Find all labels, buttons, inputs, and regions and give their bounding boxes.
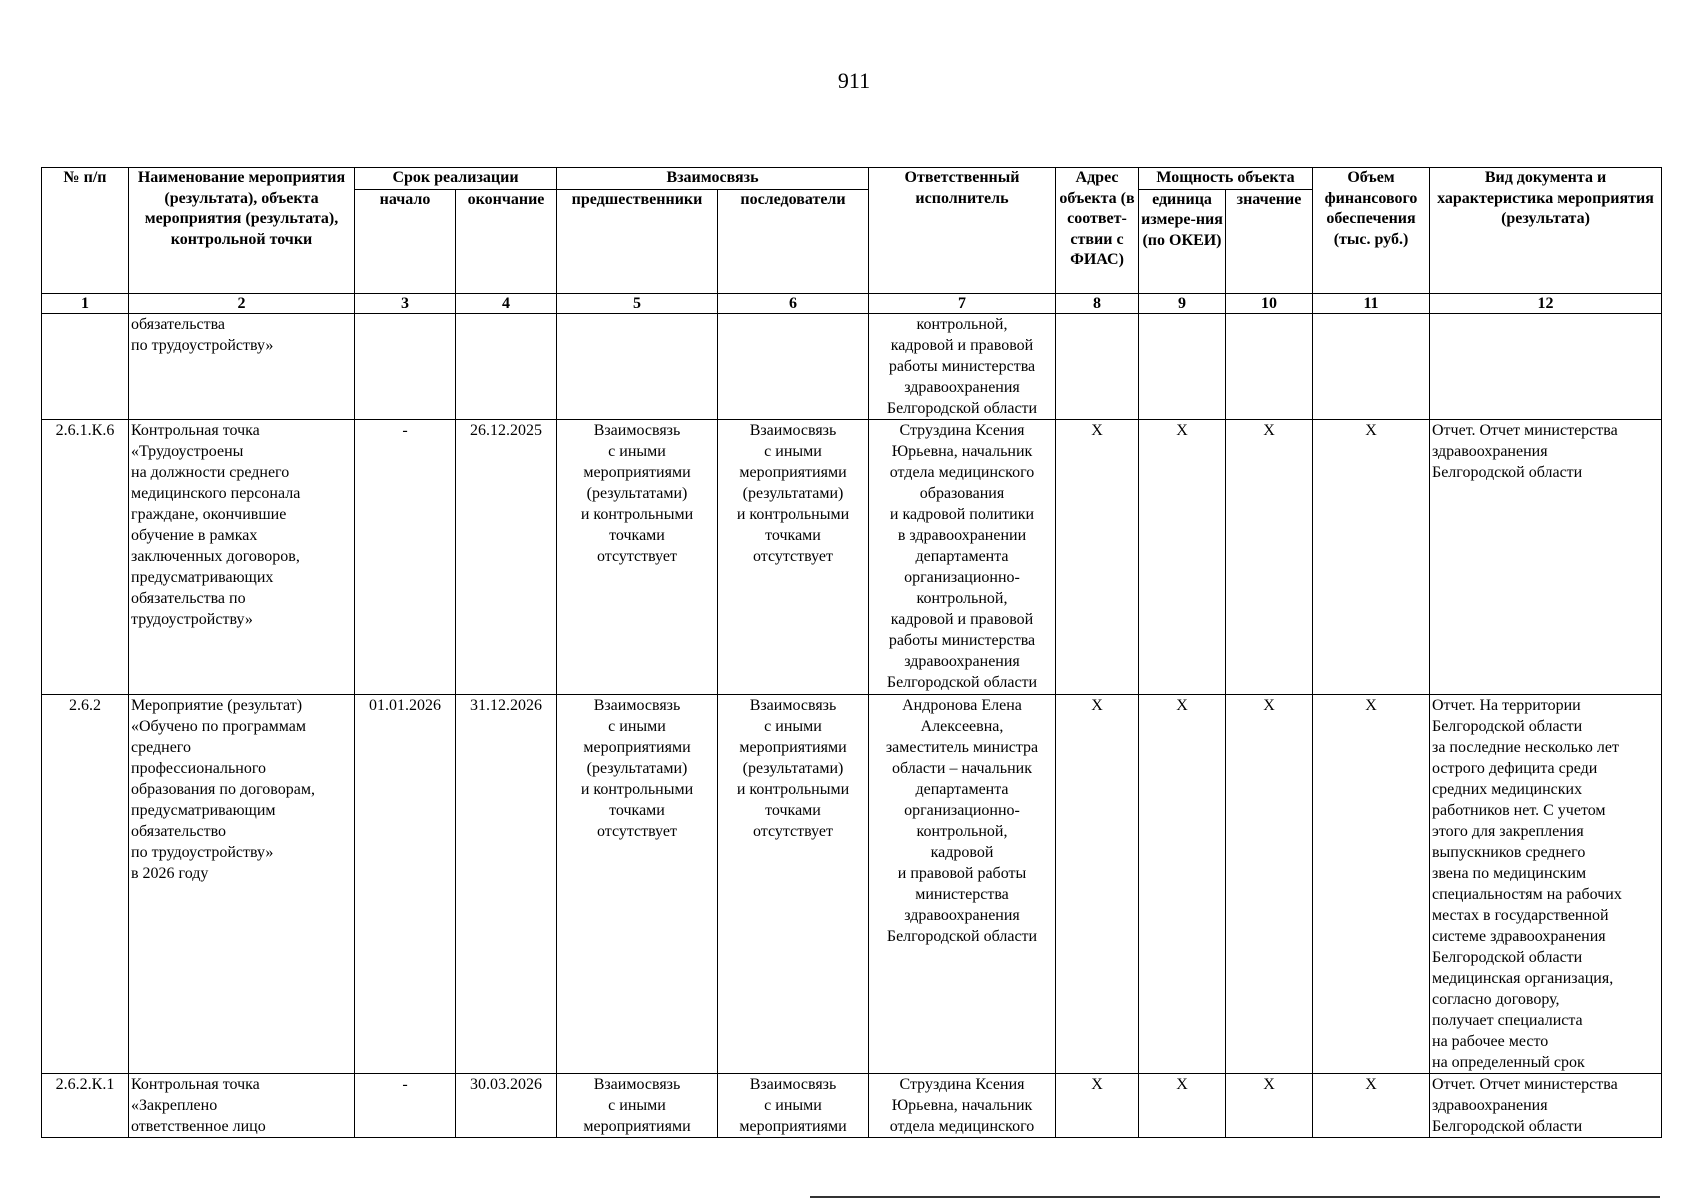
cell-succ: Взаимосвязь с иными мероприятиями (результатами) и контрольными точками отсутствует (718, 419, 869, 694)
cell-end: 31.12.2026 (456, 694, 557, 1073)
cell-responsible: Струздина Ксения Юрьевна, начальник отдела медицинского (869, 1073, 1056, 1137)
cell-succ (718, 313, 869, 419)
cell-num (42, 313, 129, 419)
cell-end: 30.03.2026 (456, 1073, 557, 1137)
cell-name: обязательства по трудоустройству» (129, 313, 355, 419)
cell-pred: Взаимосвязь с иными мероприятиями (результатами) и контрольными точками отсутствует (557, 694, 718, 1073)
footer-rule (810, 1196, 1660, 1198)
header-name: Наименование мероприятия (результата), объекта мероприятия (результата), контрольной точки (129, 168, 355, 294)
cell-value: Х (1226, 694, 1313, 1073)
cell-pred (557, 313, 718, 419)
cell-address: Х (1056, 419, 1139, 694)
column-number: 1 (42, 293, 129, 313)
cell-unit: Х (1139, 694, 1226, 1073)
cell-start: 01.01.2026 (355, 694, 456, 1073)
table-row (42, 1073, 1662, 1137)
header-num: № п/п (42, 168, 129, 294)
column-number: 6 (718, 293, 869, 313)
cell-finance: Х (1313, 1073, 1430, 1137)
cell-succ: Взаимосвязь с иными мероприятиями (результатами) и контрольными точками отсутствует (718, 694, 869, 1073)
cell-doc: Отчет. Отчет министерства здравоохранения Белгородской области (1430, 1073, 1662, 1137)
cell-end: 26.12.2025 (456, 419, 557, 694)
header-link-pred: предшественники (557, 189, 718, 293)
table-row (42, 694, 1662, 1073)
cell-finance: Х (1313, 419, 1430, 694)
cell-finance: Х (1313, 694, 1430, 1073)
header-finance: Объем финансового обеспечения (тыс. руб.) (1313, 168, 1430, 294)
column-number: 3 (355, 293, 456, 313)
header-capacity-value: значение (1226, 189, 1313, 293)
cell-responsible: Андронова Елена Алексеевна, заместитель министра области – начальник департамента организационно- контрольной, кадровой и правовой работы министерства здравоохранения Белгородской области (869, 694, 1056, 1073)
cell-unit: Х (1139, 419, 1226, 694)
cell-unit: Х (1139, 1073, 1226, 1137)
cell-address (1056, 313, 1139, 419)
header-link-group: Взаимосвязь (557, 168, 869, 190)
column-number: 2 (129, 293, 355, 313)
cell-address: Х (1056, 694, 1139, 1073)
cell-responsible: контрольной, кадровой и правовой работы министерства здравоохранения Белгородской области (869, 313, 1056, 419)
table-header (42, 168, 1662, 314)
column-number: 12 (1430, 293, 1662, 313)
column-number: 4 (456, 293, 557, 313)
header-link-succ: последователи (718, 189, 869, 293)
cell-num: 2.6.2 (42, 694, 129, 1073)
cell-doc: Отчет. На территории Белгородской области за последние несколько лет острого дефицита среди средних медицинских работников нет. С учетом этого для закрепления выпускников среднего звена по медицинским специальностям на рабочих местах в государственной системе здравоохранения Белгородской области медицинская организация, согласно договору, получает специалиста на рабочее место на определенный срок (1430, 694, 1662, 1073)
header-term-start: начало (355, 189, 456, 293)
column-number: 7 (869, 293, 1056, 313)
page-number: 911 (837, 68, 871, 93)
column-number: 9 (1139, 293, 1226, 313)
table-row (42, 313, 1662, 419)
cell-name: Мероприятие (результат) «Обучено по программам среднего профессионального образования по договорам, предусматривающим обязательство по трудоустройству» в 2026 году (129, 694, 355, 1073)
cell-value: Х (1226, 419, 1313, 694)
header-capacity-group: Мощность объекта (1139, 168, 1313, 190)
cell-start: - (355, 1073, 456, 1137)
cell-value (1226, 313, 1313, 419)
cell-start: - (355, 419, 456, 694)
column-number: 10 (1226, 293, 1313, 313)
cell-doc: Отчет. Отчет министерства здравоохранения Белгородской области (1430, 419, 1662, 694)
header-address: Адрес объекта (в соответ-ствии с ФИАС) (1056, 168, 1139, 294)
cell-num: 2.6.1.К.6 (42, 419, 129, 694)
header-term-end: окончание (456, 189, 557, 293)
plan-table (41, 167, 1662, 1138)
table-row (42, 419, 1662, 694)
cell-end (456, 313, 557, 419)
column-numbers-row (42, 293, 1662, 313)
column-number: 5 (557, 293, 718, 313)
cell-doc (1430, 313, 1662, 419)
column-number: 11 (1313, 293, 1430, 313)
column-number: 8 (1056, 293, 1139, 313)
cell-address: Х (1056, 1073, 1139, 1137)
cell-start (355, 313, 456, 419)
cell-finance (1313, 313, 1430, 419)
header-doc-type: Вид документа и характеристика мероприятия (результата) (1430, 168, 1662, 294)
cell-name: Контрольная точка «Закреплено ответственное лицо (129, 1073, 355, 1137)
cell-num: 2.6.2.К.1 (42, 1073, 129, 1137)
cell-pred: Взаимосвязь с иными мероприятиями (557, 1073, 718, 1137)
header-capacity-unit: единица измере-ния (по ОКЕИ) (1139, 189, 1226, 293)
cell-succ: Взаимосвязь с иными мероприятиями (718, 1073, 869, 1137)
cell-pred: Взаимосвязь с иными мероприятиями (результатами) и контрольными точками отсутствует (557, 419, 718, 694)
cell-unit (1139, 313, 1226, 419)
header-responsible: Ответственный исполнитель (869, 168, 1056, 294)
cell-value: Х (1226, 1073, 1313, 1137)
table-body (42, 313, 1662, 1137)
cell-responsible: Струздина Ксения Юрьевна, начальник отдела медицинского образования и кадровой политики в здравоохранении департамента организационно- контрольной, кадровой и правовой работы министерства здравоохранения Белгородской области (869, 419, 1056, 694)
cell-name: Контрольная точка «Трудоустроены на должности среднего медицинского персонала граждане, окончившие обучение в рамках заключенных договоров, предусматривающих обязательства по трудоустройству» (129, 419, 355, 694)
header-term-group: Срок реализации (355, 168, 557, 190)
